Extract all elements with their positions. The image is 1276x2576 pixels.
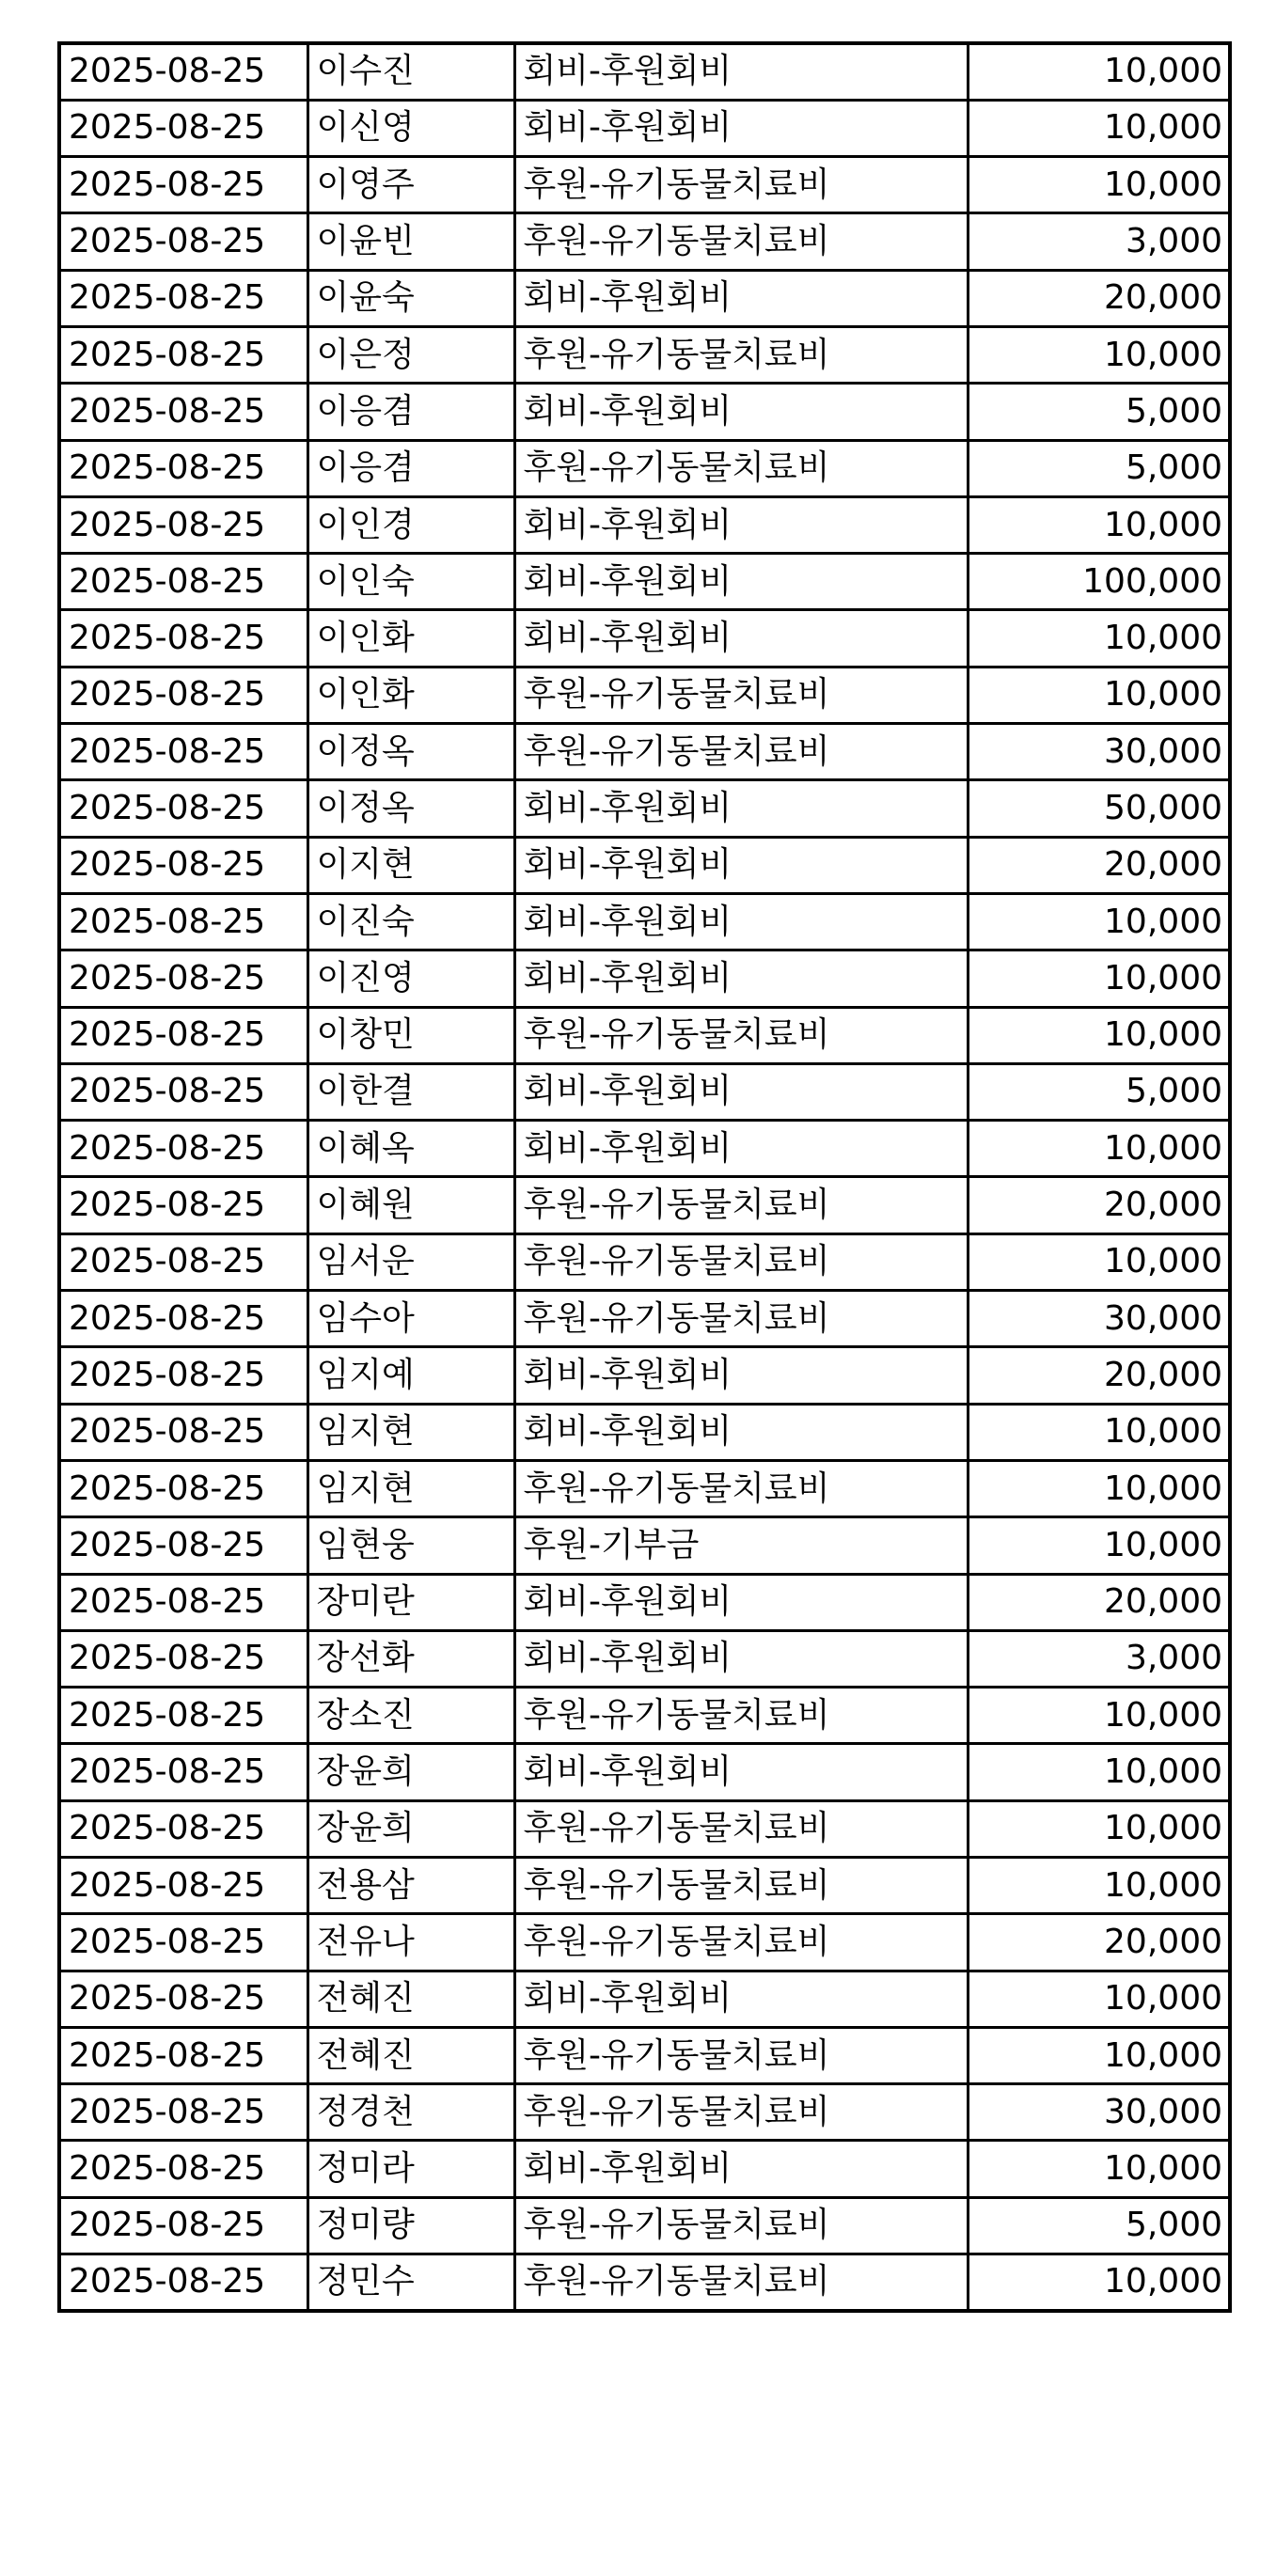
amount-cell: 10,000 [968,157,1230,213]
date-cell: 2025-08-25 [59,440,307,496]
item-cell: 후원-유기동물치료비 [514,667,968,723]
date-cell: 2025-08-25 [59,213,307,270]
item-cell: 회비-후원회비 [514,270,968,326]
amount-cell: 5,000 [968,384,1230,440]
item-cell: 후원-유기동물치료비 [514,1914,968,1971]
item-cell: 회비-후원회비 [514,837,968,893]
name-cell: 이지현 [307,837,514,893]
item-cell: 회비-후원회비 [514,1574,968,1630]
table-row [59,1007,1230,1063]
date-cell: 2025-08-25 [59,326,307,383]
name-cell: 정미라 [307,2141,514,2197]
date-cell: 2025-08-25 [59,43,307,100]
amount-cell: 10,000 [968,667,1230,723]
date-cell: 2025-08-25 [59,1630,307,1687]
name-cell: 장소진 [307,1688,514,1744]
name-cell: 이인숙 [307,554,514,610]
name-cell: 임지예 [307,1347,514,1404]
date-cell: 2025-08-25 [59,1858,307,1914]
date-cell: 2025-08-25 [59,1971,307,2027]
name-cell: 이응겸 [307,440,514,496]
date-cell: 2025-08-25 [59,950,307,1007]
date-cell: 2025-08-25 [59,270,307,326]
table-row [59,2141,1230,2197]
amount-cell: 20,000 [968,1574,1230,1630]
name-cell: 이응겸 [307,384,514,440]
amount-cell: 10,000 [968,1517,1230,1574]
amount-cell: 20,000 [968,1347,1230,1404]
amount-cell: 10,000 [968,2027,1230,2083]
amount-cell: 30,000 [968,2084,1230,2141]
item-cell: 후원-유기동물치료비 [514,724,968,780]
name-cell: 이윤숙 [307,270,514,326]
date-cell: 2025-08-25 [59,780,307,837]
amount-cell: 10,000 [968,1007,1230,1063]
name-cell: 장선화 [307,1630,514,1687]
item-cell: 후원-유기동물치료비 [514,1291,968,1347]
amount-cell: 10,000 [968,950,1230,1007]
amount-cell: 10,000 [968,1404,1230,1460]
table-row [59,100,1230,156]
item-cell: 후원-유기동물치료비 [514,1007,968,1063]
date-cell: 2025-08-25 [59,2027,307,2083]
date-cell: 2025-08-25 [59,1177,307,1233]
name-cell: 정미량 [307,2197,514,2254]
amount-cell: 3,000 [968,213,1230,270]
date-cell: 2025-08-25 [59,157,307,213]
table-row [59,2197,1230,2254]
date-cell: 2025-08-25 [59,1347,307,1404]
name-cell: 이은정 [307,326,514,383]
table-row [59,1574,1230,1630]
item-cell: 회비-후원회비 [514,1347,968,1404]
table-row [59,43,1230,100]
table-row [59,1800,1230,1857]
item-cell: 회비-후원회비 [514,496,968,553]
name-cell: 이진숙 [307,893,514,950]
table-row [59,950,1230,1007]
name-cell: 이정옥 [307,724,514,780]
name-cell: 이한결 [307,1063,514,1120]
name-cell: 이수진 [307,43,514,100]
name-cell: 전용삼 [307,1858,514,1914]
item-cell: 회비-후원회비 [514,1404,968,1460]
date-cell: 2025-08-25 [59,610,307,667]
table-row [59,1121,1230,1177]
amount-cell: 10,000 [968,43,1230,100]
name-cell: 임수아 [307,1291,514,1347]
item-cell: 후원-유기동물치료비 [514,2197,968,2254]
name-cell: 이윤빈 [307,213,514,270]
amount-cell: 10,000 [968,2141,1230,2197]
item-cell: 회비-후원회비 [514,950,968,1007]
name-cell: 이혜원 [307,1177,514,1233]
name-cell: 장미란 [307,1574,514,1630]
amount-cell: 5,000 [968,1063,1230,1120]
amount-cell: 10,000 [968,2254,1230,2311]
table-row [59,1630,1230,1687]
amount-cell: 20,000 [968,1914,1230,1971]
date-cell: 2025-08-25 [59,837,307,893]
date-cell: 2025-08-25 [59,893,307,950]
name-cell: 임지현 [307,1460,514,1516]
date-cell: 2025-08-25 [59,1744,307,1800]
date-cell: 2025-08-25 [59,2254,307,2311]
table-row [59,1063,1230,1120]
table-row [59,2254,1230,2311]
date-cell: 2025-08-25 [59,1460,307,1516]
item-cell: 후원-유기동물치료비 [514,326,968,383]
table-row [59,213,1230,270]
amount-cell: 10,000 [968,1233,1230,1290]
name-cell: 이인경 [307,496,514,553]
item-cell: 후원-유기동물치료비 [514,2084,968,2141]
date-cell: 2025-08-25 [59,1800,307,1857]
item-cell: 회비-후원회비 [514,780,968,837]
name-cell: 장윤희 [307,1800,514,1857]
table-row [59,1517,1230,1574]
table-row [59,440,1230,496]
table-row [59,724,1230,780]
item-cell: 후원-유기동물치료비 [514,1858,968,1914]
amount-cell: 3,000 [968,1630,1230,1687]
amount-cell: 10,000 [968,1688,1230,1744]
table-row [59,326,1230,383]
date-cell: 2025-08-25 [59,100,307,156]
item-cell: 회비-후원회비 [514,893,968,950]
table-row [59,1914,1230,1971]
item-cell: 회비-후원회비 [514,384,968,440]
ledger-body [59,43,1230,2311]
table-row [59,1177,1230,1233]
name-cell: 이신영 [307,100,514,156]
table-row [59,496,1230,553]
date-cell: 2025-08-25 [59,384,307,440]
amount-cell: 5,000 [968,440,1230,496]
item-cell: 회비-후원회비 [514,2141,968,2197]
date-cell: 2025-08-25 [59,1233,307,1290]
table-row [59,384,1230,440]
name-cell: 이혜옥 [307,1121,514,1177]
amount-cell: 30,000 [968,724,1230,780]
date-cell: 2025-08-25 [59,2141,307,2197]
date-cell: 2025-08-25 [59,2197,307,2254]
amount-cell: 10,000 [968,100,1230,156]
name-cell: 장윤희 [307,1744,514,1800]
item-cell: 후원-유기동물치료비 [514,1177,968,1233]
table-row [59,1744,1230,1800]
date-cell: 2025-08-25 [59,1121,307,1177]
amount-cell: 10,000 [968,610,1230,667]
date-cell: 2025-08-25 [59,1517,307,1574]
table-row [59,1404,1230,1460]
table-row [59,780,1230,837]
table-row [59,1688,1230,1744]
item-cell: 회비-후원회비 [514,100,968,156]
amount-cell: 10,000 [968,1744,1230,1800]
item-cell: 후원-유기동물치료비 [514,2027,968,2083]
date-cell: 2025-08-25 [59,1063,307,1120]
name-cell: 정경천 [307,2084,514,2141]
item-cell: 회비-후원회비 [514,1971,968,2027]
table-row [59,1460,1230,1516]
amount-cell: 10,000 [968,1858,1230,1914]
name-cell: 이정옥 [307,780,514,837]
name-cell: 임서운 [307,1233,514,1290]
amount-cell: 10,000 [968,1971,1230,2027]
amount-cell: 20,000 [968,1177,1230,1233]
date-cell: 2025-08-25 [59,1291,307,1347]
amount-cell: 5,000 [968,2197,1230,2254]
name-cell: 이영주 [307,157,514,213]
item-cell: 후원-유기동물치료비 [514,213,968,270]
table-row [59,667,1230,723]
name-cell: 임현웅 [307,1517,514,1574]
item-cell: 후원-유기동물치료비 [514,440,968,496]
table-row [59,554,1230,610]
name-cell: 이인화 [307,610,514,667]
date-cell: 2025-08-25 [59,496,307,553]
name-cell: 전혜진 [307,1971,514,2027]
name-cell: 이진영 [307,950,514,1007]
donation-ledger-table [57,41,1232,2313]
amount-cell: 10,000 [968,1121,1230,1177]
item-cell: 회비-후원회비 [514,1121,968,1177]
date-cell: 2025-08-25 [59,554,307,610]
name-cell: 전혜진 [307,2027,514,2083]
amount-cell: 10,000 [968,496,1230,553]
table-row [59,2027,1230,2083]
amount-cell: 10,000 [968,1800,1230,1857]
date-cell: 2025-08-25 [59,2084,307,2141]
table-row [59,157,1230,213]
item-cell: 회비-후원회비 [514,610,968,667]
table-row [59,270,1230,326]
table-row [59,1971,1230,2027]
amount-cell: 30,000 [968,1291,1230,1347]
name-cell: 정민수 [307,2254,514,2311]
item-cell: 후원-유기동물치료비 [514,2254,968,2311]
date-cell: 2025-08-25 [59,1688,307,1744]
item-cell: 회비-후원회비 [514,43,968,100]
table-row [59,2084,1230,2141]
item-cell: 후원-기부금 [514,1517,968,1574]
item-cell: 후원-유기동물치료비 [514,157,968,213]
item-cell: 후원-유기동물치료비 [514,1460,968,1516]
item-cell: 후원-유기동물치료비 [514,1688,968,1744]
date-cell: 2025-08-25 [59,1914,307,1971]
item-cell: 회비-후원회비 [514,1744,968,1800]
table-row [59,893,1230,950]
amount-cell: 20,000 [968,837,1230,893]
date-cell: 2025-08-25 [59,1574,307,1630]
amount-cell: 10,000 [968,893,1230,950]
amount-cell: 20,000 [968,270,1230,326]
name-cell: 이창민 [307,1007,514,1063]
amount-cell: 10,000 [968,326,1230,383]
date-cell: 2025-08-25 [59,724,307,780]
table-row [59,1858,1230,1914]
item-cell: 후원-유기동물치료비 [514,1233,968,1290]
table-row [59,1291,1230,1347]
name-cell: 이인화 [307,667,514,723]
name-cell: 임지현 [307,1404,514,1460]
table-row [59,837,1230,893]
amount-cell: 10,000 [968,1460,1230,1516]
table-row [59,1233,1230,1290]
item-cell: 회비-후원회비 [514,554,968,610]
table-row [59,1347,1230,1404]
amount-cell: 100,000 [968,554,1230,610]
date-cell: 2025-08-25 [59,1404,307,1460]
item-cell: 회비-후원회비 [514,1063,968,1120]
date-cell: 2025-08-25 [59,667,307,723]
name-cell: 전유나 [307,1914,514,1971]
amount-cell: 50,000 [968,780,1230,837]
item-cell: 회비-후원회비 [514,1630,968,1687]
date-cell: 2025-08-25 [59,1007,307,1063]
item-cell: 후원-유기동물치료비 [514,1800,968,1857]
table-row [59,610,1230,667]
